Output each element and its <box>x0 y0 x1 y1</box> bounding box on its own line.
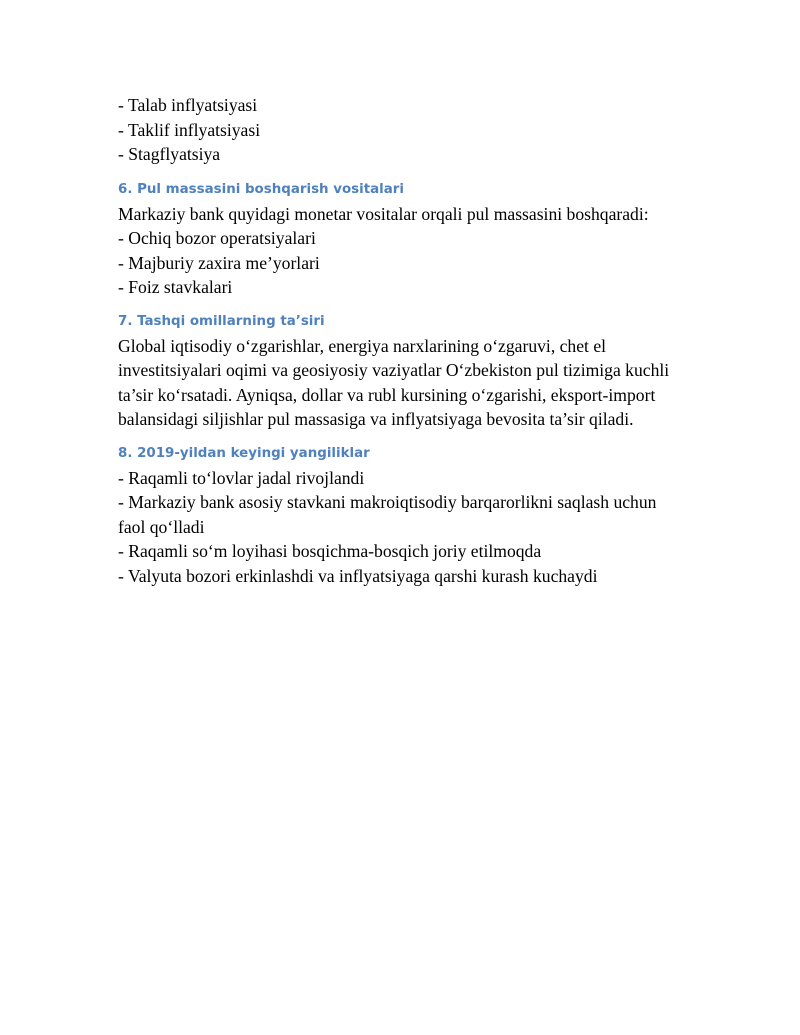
list-item: - Majburiy zaxira me’yorlari <box>118 252 320 273</box>
section-intro: Markaziy bank quyidagi monetar vositalar orqali pul massasini boshqaradi: <box>118 203 649 224</box>
list-item: - Taklif inflyatsiyasi <box>118 119 261 140</box>
section-heading-6: 6. Pul massasini boshqarish vositalari <box>118 181 404 197</box>
list-item: - Raqamli to‘lovlar jadal rivojlandi <box>118 467 365 488</box>
section-body-6 <box>118 202 688 300</box>
section-paragraph: Global iqtisodiy o‘zgarishlar, energiya narxlarining o‘zgaruvi, chet el investitsiyalari oqimi va geosiyosiy vaziyatlar O‘zbekiston pul tizimiga kuchli ta’sir ko‘rsatadi. Ayniqsa, dollar va rubl kursining o‘zgarishi, eksport-import balansidagi siljishlar pul massasiga va inflyatsiyaga bevosita ta’sir qiladi. <box>118 335 670 429</box>
list-item: - Markaziy bank asosiy stavkani makroiqtisodiy barqarorlikni saqlash uchun faol qo‘lladi <box>118 492 657 537</box>
list-item: - Foiz stavkalari <box>118 277 233 297</box>
list-item: - Raqamli so‘m loyihasi bosqichma-bosqich joriy etilmoqda <box>118 541 542 561</box>
document-content <box>118 93 688 588</box>
list-item: - Talab inflyatsiyasi <box>118 95 258 115</box>
list-item: - Ochiq bozor operatsiyalari <box>118 228 316 248</box>
section-heading-8: 8. 2019-yildan keyingi yangiliklar <box>118 445 370 461</box>
list-item: - Valyuta bozori erkinlashdi va inflyatsiyaga qarshi kurash kuchaydi <box>118 565 598 586</box>
section-heading-7: 7. Tashqi omillarning ta’siri <box>118 313 325 329</box>
section-body-8 <box>118 466 688 589</box>
list-item: - Stagflyatsiya <box>118 144 221 164</box>
section-body-7 <box>118 334 688 432</box>
